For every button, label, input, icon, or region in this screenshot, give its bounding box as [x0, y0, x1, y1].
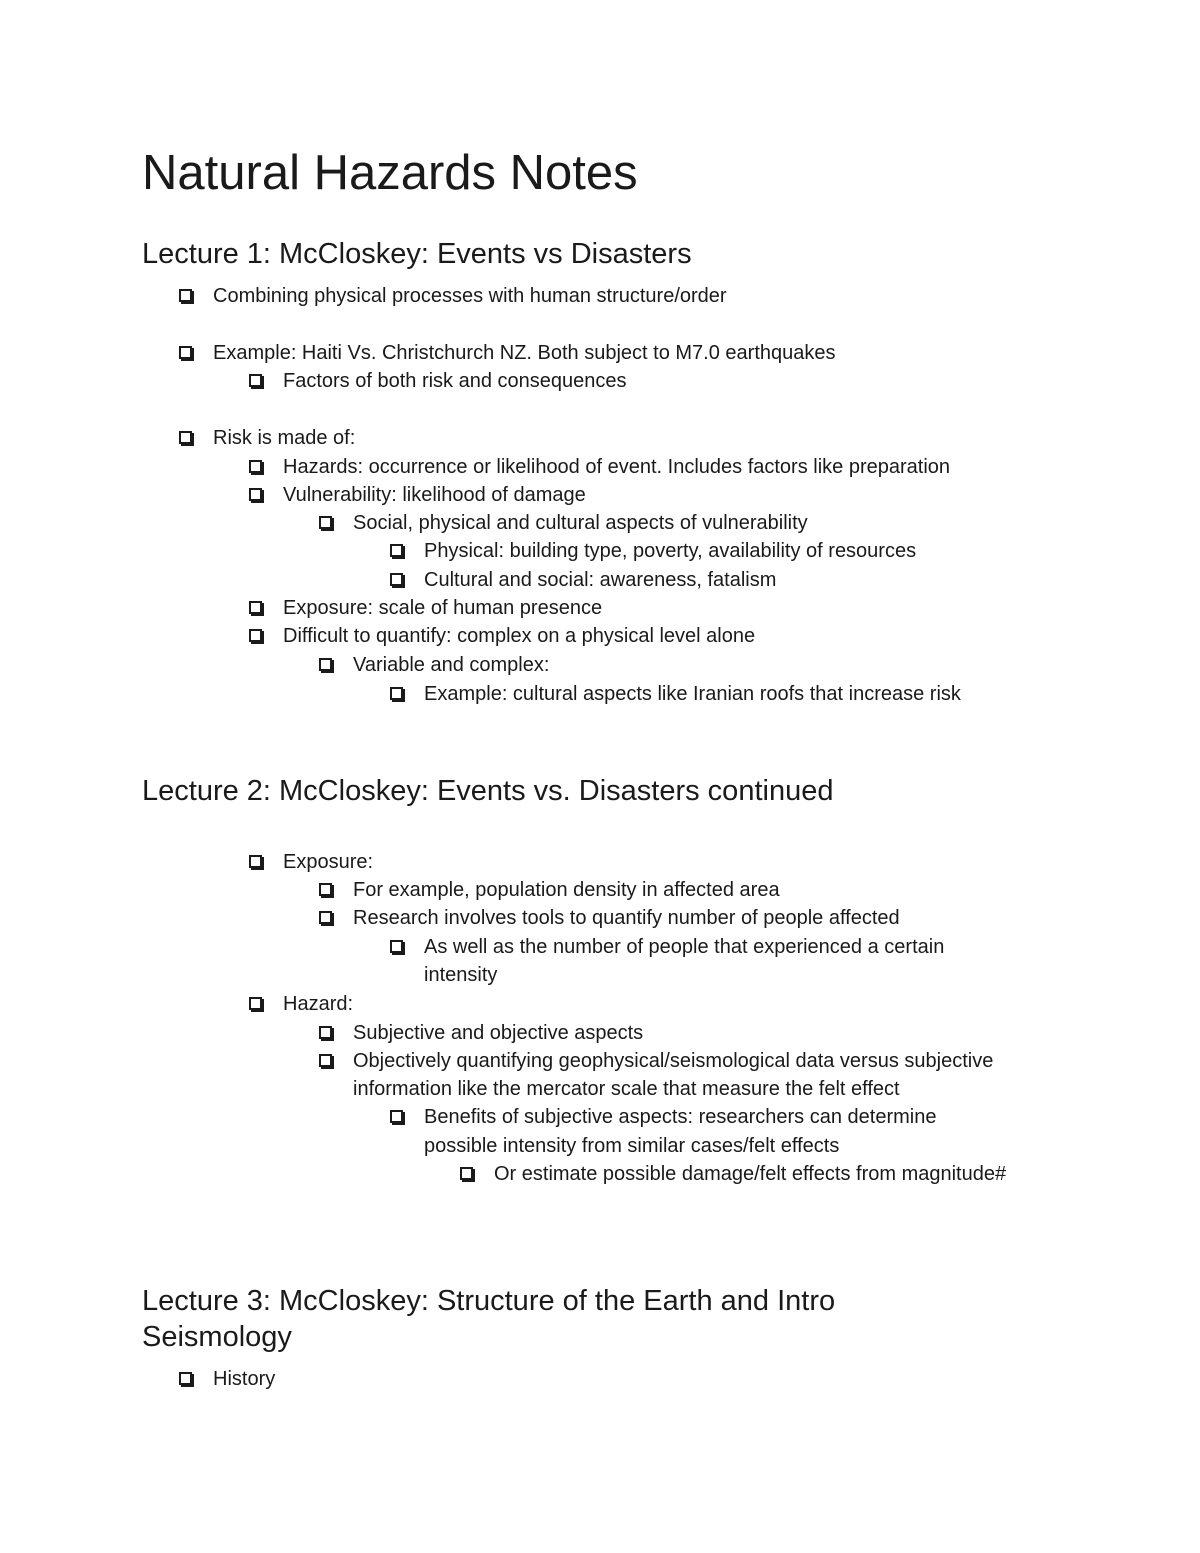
checklist-item-text: Subjective and objective aspects	[353, 1022, 644, 1044]
checklist-item-text: Social, physical and cultural aspects of vulnerability	[353, 512, 808, 534]
checkbox-icon[interactable]	[179, 346, 192, 359]
checkbox-icon[interactable]	[249, 601, 262, 614]
checklist-item-text: Combining physical processes with human structure/order	[213, 285, 727, 307]
checklist-item-text: Variable and complex:	[353, 654, 550, 676]
checkbox-icon[interactable]	[179, 431, 192, 444]
checklist-item-text: Or estimate possible damage/felt effects from magnitude#	[494, 1163, 1007, 1185]
checkbox-icon[interactable]	[390, 940, 403, 953]
checkbox-icon[interactable]	[179, 289, 192, 302]
checklist-item-text: Exposure: scale of human presence	[283, 597, 603, 619]
checkbox-icon[interactable]	[319, 1054, 332, 1067]
checkbox-icon[interactable]	[390, 1110, 403, 1123]
checklist-item-text: Hazards: occurrence or likelihood of event. Includes factors like preparation	[283, 456, 951, 478]
checklist-item-text: Research involves tools to quantify number of people affected	[353, 907, 900, 929]
checklist-item-text: Hazard:	[283, 993, 354, 1015]
checkbox-icon[interactable]	[249, 997, 262, 1010]
checkbox-icon[interactable]	[249, 629, 262, 642]
checklist-item-continuation: intensity	[424, 964, 498, 986]
checklist-item-text: Example: Haiti Vs. Christchurch NZ. Both subject to M7.0 earthquakes	[213, 342, 836, 364]
checkbox-icon[interactable]	[319, 883, 332, 896]
section-heading-lecture-3: Lecture 3: McCloskey: Structure of the Earth and Intro	[142, 1285, 836, 1317]
checkbox-icon[interactable]	[319, 1026, 332, 1039]
checklist-item-text: Exposure:	[283, 851, 374, 873]
document-title: Natural Hazards Notes	[142, 146, 638, 200]
checkbox-icon[interactable]	[249, 460, 262, 473]
checklist-item-text: Vulnerability: likelihood of damage	[283, 484, 586, 506]
checkbox-icon[interactable]	[319, 911, 332, 924]
checklist-item-text: Factors of both risk and consequences	[283, 370, 627, 392]
checkbox-icon[interactable]	[249, 374, 262, 387]
checklist-item-text: Benefits of subjective aspects: researchers can determine	[424, 1106, 937, 1128]
checklist-item-text: As well as the number of people that experienced a certain	[424, 936, 945, 958]
checklist-item-continuation: possible intensity from similar cases/felt effects	[424, 1135, 840, 1157]
checklist-item-text: Risk is made of:	[213, 427, 356, 449]
checkbox-icon[interactable]	[390, 544, 403, 557]
checkbox-icon[interactable]	[319, 516, 332, 529]
checkbox-icon[interactable]	[249, 488, 262, 501]
checkbox-icon[interactable]	[179, 1372, 192, 1385]
checklist-item-text: History	[213, 1368, 276, 1390]
checklist-item-text: For example, population density in affected area	[353, 879, 780, 901]
checkbox-icon[interactable]	[390, 687, 403, 700]
checkbox-icon[interactable]	[249, 855, 262, 868]
checklist-item-text: Cultural and social: awareness, fatalism	[424, 569, 777, 591]
checkbox-icon[interactable]	[319, 658, 332, 671]
checklist-item-text: Objectively quantifying geophysical/seismological data versus subjective	[353, 1050, 994, 1072]
section-heading-lecture-3-continuation: Seismology	[142, 1321, 292, 1353]
checkbox-icon[interactable]	[390, 573, 403, 586]
checklist-item-text: Example: cultural aspects like Iranian roofs that increase risk	[424, 683, 961, 705]
checklist-item-text: Physical: building type, poverty, availability of resources	[424, 540, 917, 562]
checklist-item-continuation: information like the mercator scale that measure the felt effect	[353, 1078, 900, 1100]
checklist-item-text: Difficult to quantify: complex on a physical level alone	[283, 625, 756, 647]
checkbox-icon[interactable]	[460, 1167, 473, 1180]
section-heading-lecture-1: Lecture 1: McCloskey: Events vs Disasters	[142, 238, 692, 270]
section-heading-lecture-2: Lecture 2: McCloskey: Events vs. Disasters continued	[142, 775, 834, 807]
